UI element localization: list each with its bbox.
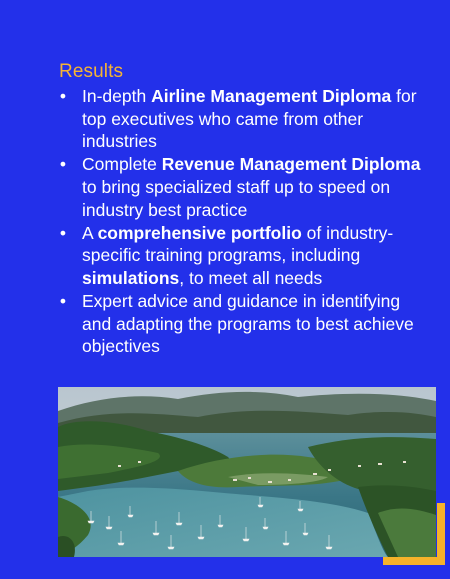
results-bullet-list [58,85,428,359]
accent-corner-decoration [383,503,445,565]
bullet-item [58,222,428,290]
bullet-item [58,85,428,153]
bullet-dot-icon: • [59,291,67,312]
bullet-bold-text: simulations [82,267,180,288]
results-heading: Results [59,61,124,82]
bullet-text-part: In-depth [82,86,152,106]
bullet-bold-text: Revenue Management Diploma [161,154,421,175]
bullet-text-part: Complete [82,154,162,175]
bullet-bold-text: Airline Management Diploma [151,86,392,106]
bullet-text-part: Expert advice and guidance in identifying and adapting the programs to best achieve objectives [82,291,414,357]
bullet-text-part: to bring specialized staff up to speed on industry best practice [82,176,391,220]
accent-bar-horizontal [383,557,445,565]
bullet-bold-text: comprehensive portfolio [97,222,302,243]
bullet-text-part: A [82,222,98,243]
bullet-text-part: , to meet all needs [179,267,323,288]
bullet-text-part: of industry-specific training programs, including [82,222,394,266]
harbor-photo [58,387,436,557]
bullet-item [58,290,428,358]
bullet-dot-icon: • [59,154,67,175]
bullet-item [58,153,428,221]
harbor-photo-illustration [58,387,436,557]
bullet-dot-icon: • [59,222,67,243]
bullet-dot-icon: • [59,86,67,106]
bullet-text-part: for top executives who came from other industries [82,86,417,152]
accent-bar-vertical [437,503,445,565]
